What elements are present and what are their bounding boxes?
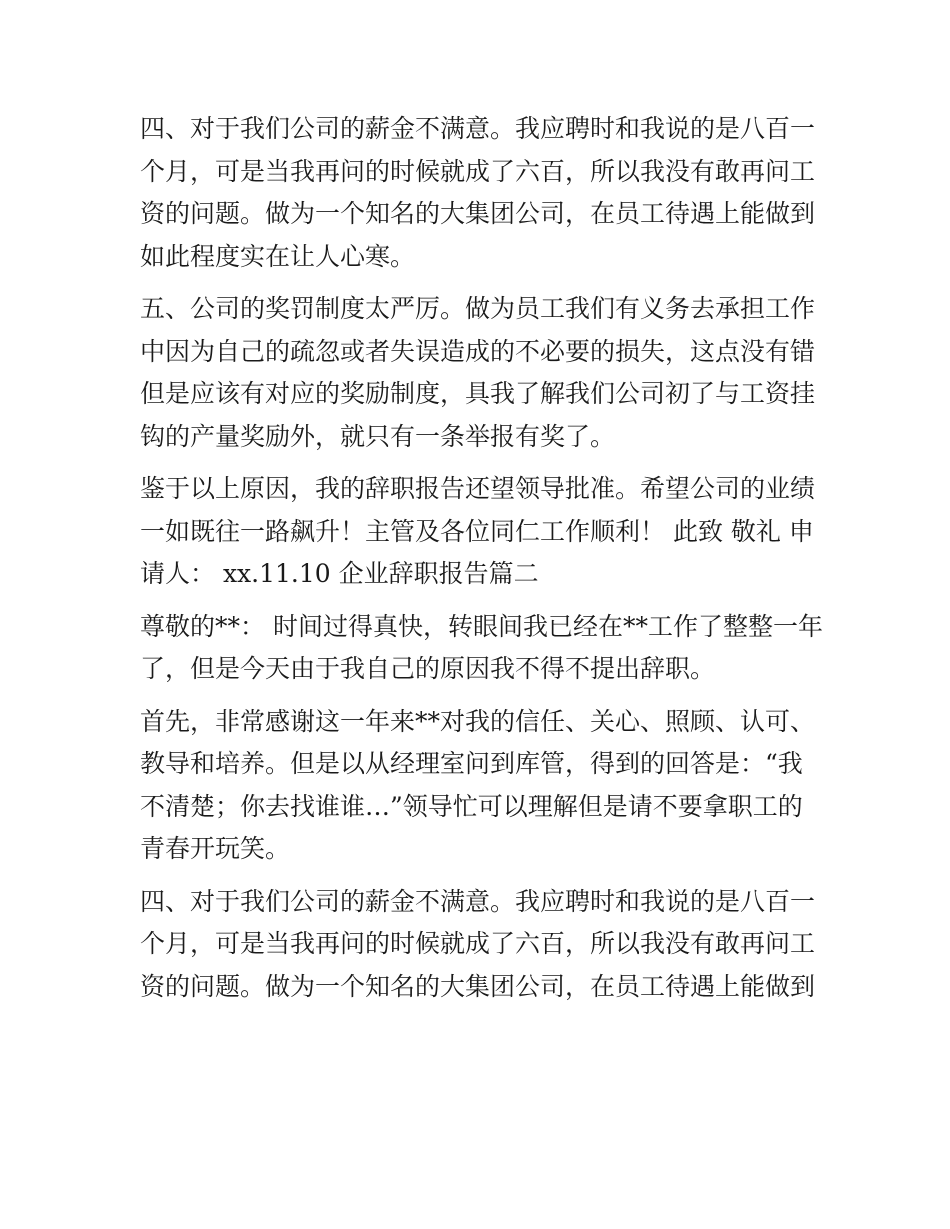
text-line: 尊敬的**： 时间过得真快，转眼间我已经在**工作了整整一年 (140, 611, 823, 641)
text-line: 钩的产量奖励外，就只有一条举报有奖了。 (140, 421, 616, 451)
text-line: 请人： xx.11.10 企业辞职报告篇二 (140, 559, 539, 588)
text-line: 但是应该有对应的奖励制度，具我了解我们公司初了与工资挂 (140, 379, 816, 408)
text-line: 一如既往一路飙升！主管及各位同仁工作顺利！ 此致 敬礼 申 (140, 516, 814, 546)
text-line: 鉴于以上原因，我的辞职报告还望领导批准。希望公司的业绩 (140, 474, 816, 503)
paragraph-salary (140, 108, 820, 278)
text-line: 了，但是今天由于我自己的原因我不得不提出辞职。 (140, 654, 716, 683)
document-body (140, 108, 823, 1018)
paragraph-reward-system (140, 288, 820, 458)
text-line: 个月，可是当我再问的时候就成了六百，所以我没有敢再问工 (140, 156, 816, 186)
text-line: 四、对于我们公司的薪金不满意。我应聘时和我说的是八百一 (140, 886, 816, 916)
text-line: 中因为自己的疏忽或者失误造成的不必要的损失，这点没有错 (140, 336, 816, 366)
text-line: 如此程度实在让人心寒。 (140, 241, 416, 271)
text-line: 资的问题。做为一个知名的大集团公司，在员工待遇上能做到 (140, 199, 816, 228)
text-line: 青春开玩笑。 (140, 834, 291, 863)
text-line: 个月，可是当我再问的时候就成了六百，所以我没有敢再问工 (140, 929, 816, 958)
text-line: 四、对于我们公司的薪金不满意。我应聘时和我说的是八百一 (140, 114, 816, 143)
text-line: 五、公司的奖罚制度太严厉。做为员工我们有义务去承担工作 (140, 294, 816, 323)
paragraph-thanks (140, 701, 820, 871)
text-line: 资的问题。做为一个知名的大集团公司，在员工待遇上能做到 (140, 971, 816, 1001)
paragraph-salutation (140, 606, 823, 691)
text-line: 不清楚；你去找谁谁…”领导忙可以理解但是请不要拿职工的 (140, 791, 803, 821)
text-line: 教导和培养。但是以从经理室问到库管，得到的回答是：“我 (140, 749, 803, 778)
paragraph-closing (140, 468, 820, 596)
paragraph-salary-repeat (140, 881, 820, 1009)
text-line: 首先，非常感谢这一年来**对我的信任、关心、照顾、认可、 (140, 706, 816, 736)
